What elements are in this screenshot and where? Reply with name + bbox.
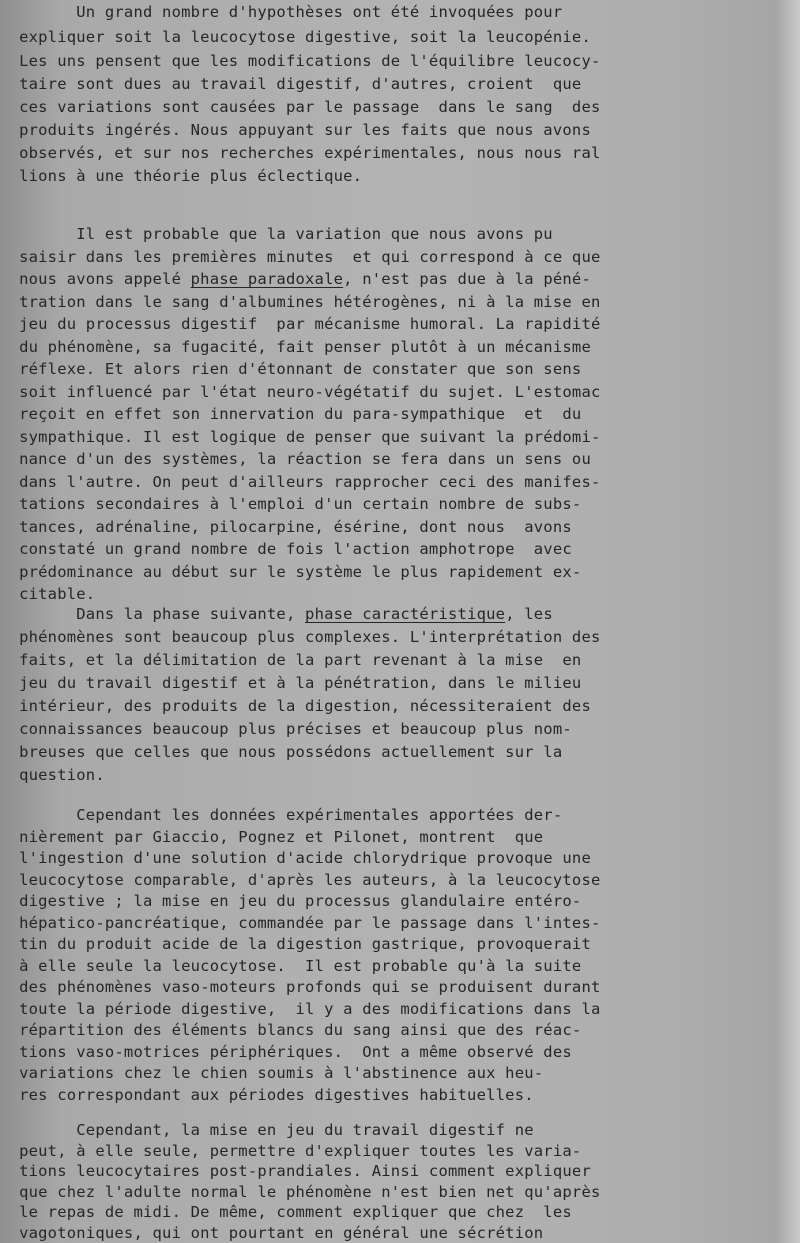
text-line	[0, 269, 591, 289]
text: res correspondant aux périodes digestives habituelles.	[0, 1085, 534, 1104]
text-line	[0, 805, 562, 825]
text: réflexe. Et alors rien d'étonnant de constater que son sens	[0, 360, 582, 378]
text: l'ingestion d'une solution d'acide chlorydrique provoque une	[0, 849, 591, 867]
text-line	[0, 742, 562, 762]
text: des phénomènes vaso-moteurs profonds qui se produisent durant	[0, 978, 601, 996]
text: Dans la phase suivante,	[0, 605, 306, 623]
text: jeu du processus digestif par mécanisme humoral. La rapidité	[0, 315, 601, 333]
text-line	[0, 584, 95, 604]
text: sympathique. Il est logique de penser que suivant la prédomi-	[0, 427, 601, 446]
text-line	[0, 848, 591, 868]
text: toute la période digestive, il y a des modifications dans la	[0, 999, 601, 1018]
text: hépatico-pancréatique, commandée par le passage dans l'intes-	[0, 913, 601, 932]
text-line	[0, 562, 581, 582]
text: ces variations sont causées par le passage dans le sang des	[0, 98, 601, 116]
text-line	[0, 1223, 543, 1243]
text-line	[0, 956, 581, 976]
text-line	[0, 472, 601, 492]
text-line	[0, 934, 591, 954]
text: question.	[0, 766, 105, 784]
text-line	[0, 1161, 591, 1181]
text: à elle seule la leucocytose. Il est probable qu'à la suite	[0, 956, 582, 975]
text: , n'est pas due à la péné-	[343, 270, 591, 288]
text-line	[0, 719, 572, 739]
underlined-term: phase paradoxale	[190, 270, 344, 288]
text: Cependant les données expérimentales apportées der-	[0, 806, 563, 824]
text-line	[0, 1063, 543, 1083]
text-line	[0, 97, 601, 117]
text-line	[0, 1202, 572, 1222]
text: nièrement par Giaccio, Pognez et Pilonet, montrent que	[0, 827, 544, 846]
text: variations chez le chien soumis à l'abstinence aux heu-	[0, 1064, 544, 1082]
text-line	[0, 627, 601, 647]
text: phénomènes sont beaucoup plus complexes. L'interprétation des	[0, 628, 601, 646]
text: le repas de midi. De même, comment expliquer que chez les	[0, 1203, 572, 1221]
text-line	[0, 1085, 534, 1105]
text: connaissances beaucoup plus précises et beaucoup plus nom-	[0, 720, 572, 738]
text: expliquer soit la leucocytose digestive, soit la leucopénie.	[0, 28, 591, 46]
text-line	[0, 977, 601, 997]
text-line	[0, 1020, 581, 1040]
text-line	[0, 292, 601, 312]
text: Les uns pensent que les modifications de l'équilibre leucocy-	[0, 52, 601, 70]
text-line	[0, 891, 581, 911]
text: prédominance au début sur le système le plus rapidement ex-	[0, 562, 582, 581]
text: constaté un grand nombre de fois l'action amphotrope avec	[0, 540, 572, 558]
text: vagotoniques, qui ont pourtant en général une sécrétion	[0, 1223, 544, 1242]
text-line	[0, 673, 581, 693]
text: répartition des éléments blancs du sang ainsi que des réac-	[0, 1021, 582, 1039]
text: du phénomène, sa fugacité, fait penser plutôt à un mécanisme	[0, 337, 591, 356]
text-line	[0, 166, 362, 186]
text: dans l'autre. On peut d'ailleurs rapprocher ceci des manifes-	[0, 472, 601, 491]
text: observés, et sur nos recherches expérimentales, nous nous ral	[0, 144, 601, 162]
text-line	[0, 650, 581, 670]
text-line	[0, 604, 553, 624]
text: tances, adrénaline, pilocarpine, ésérine, dont nous avons	[0, 517, 572, 536]
text: leucocytose comparable, d'après les auteurs, à la leucocytose	[0, 870, 601, 889]
text-line	[0, 870, 601, 890]
underlined-term: phase caractéristique	[305, 605, 506, 623]
text: tations secondaires à l'emploi d'un certain nombre de subs-	[0, 495, 582, 513]
text: tin du produit acide de la digestion gastrique, provoquerait	[0, 935, 591, 953]
text-line	[0, 494, 581, 514]
text: tions leucocytaires post-prandiales. Ainsi comment expliquer	[0, 1162, 591, 1180]
text: jeu du travail digestif et à la pénétration, dans le milieu	[0, 674, 582, 692]
text: Il est probable que la variation que nous avons pu	[0, 225, 553, 243]
text-line	[0, 51, 601, 71]
text: intérieur, des produits de la digestion, nécessiteraient des	[0, 697, 591, 715]
text-line	[0, 143, 601, 163]
text: lions à une théorie plus éclectique.	[0, 167, 363, 185]
text: nous avons appelé	[0, 270, 191, 288]
text-line	[0, 27, 591, 47]
text-line	[0, 314, 601, 334]
text: produits ingérés. Nous appuyant sur les faits que nous avons	[0, 121, 591, 139]
text: tions vaso-motrices périphériques. Ont a même observé des	[0, 1042, 572, 1061]
text: Un grand nombre d'hypothèses ont été invoquées pour	[0, 3, 563, 21]
text-line	[0, 1120, 534, 1140]
text-line	[0, 539, 572, 559]
text-line	[0, 913, 601, 933]
text-line	[0, 696, 591, 716]
text: peut, à elle seule, permettre d'expliquer toutes les varia-	[0, 1141, 582, 1160]
text-line	[0, 382, 601, 402]
text-line	[0, 337, 591, 357]
text-line	[0, 1182, 601, 1202]
text: digestive ; la mise en jeu du processus glandulaire entéro-	[0, 892, 582, 910]
text: , les	[505, 605, 553, 623]
text-line	[0, 999, 601, 1019]
text: faits, et la délimitation de la part revenant à la mise en	[0, 651, 582, 669]
text: saisir dans les premières minutes et qui correspond à ce que	[0, 247, 601, 266]
text-line	[0, 1141, 581, 1161]
text-line	[0, 404, 581, 424]
text-line	[0, 1042, 572, 1062]
text-line	[0, 247, 601, 267]
page-edge-shadow	[776, 0, 800, 1243]
text-line	[0, 2, 562, 22]
text-line	[0, 359, 581, 379]
text: taire sont dues au travail digestif, d'autres, croient que	[0, 75, 582, 93]
text-line	[0, 74, 581, 94]
text: citable.	[0, 585, 96, 603]
text: soit influencé par l'état neuro-végétatif du sujet. L'estomac	[0, 382, 601, 401]
text: que chez l'adulte normal le phénomène n'est bien net qu'après	[0, 1182, 601, 1201]
text: reçoit en effet son innervation du para-sympathique et du	[0, 405, 582, 423]
text: nance d'un des systèmes, la réaction se fera dans un sens ou	[0, 450, 591, 468]
text-line	[0, 827, 543, 847]
text-line	[0, 517, 572, 537]
text: tration dans le sang d'albumines hétérogènes, ni à la mise en	[0, 292, 601, 311]
text-line	[0, 765, 105, 785]
text: breuses que celles que nous possédons actuellement sur la	[0, 743, 563, 761]
text-line	[0, 120, 591, 140]
text-line	[0, 427, 601, 447]
text-line	[0, 449, 591, 469]
text-line	[0, 224, 553, 244]
text: Cependant, la mise en jeu du travail digestif ne	[0, 1121, 534, 1139]
